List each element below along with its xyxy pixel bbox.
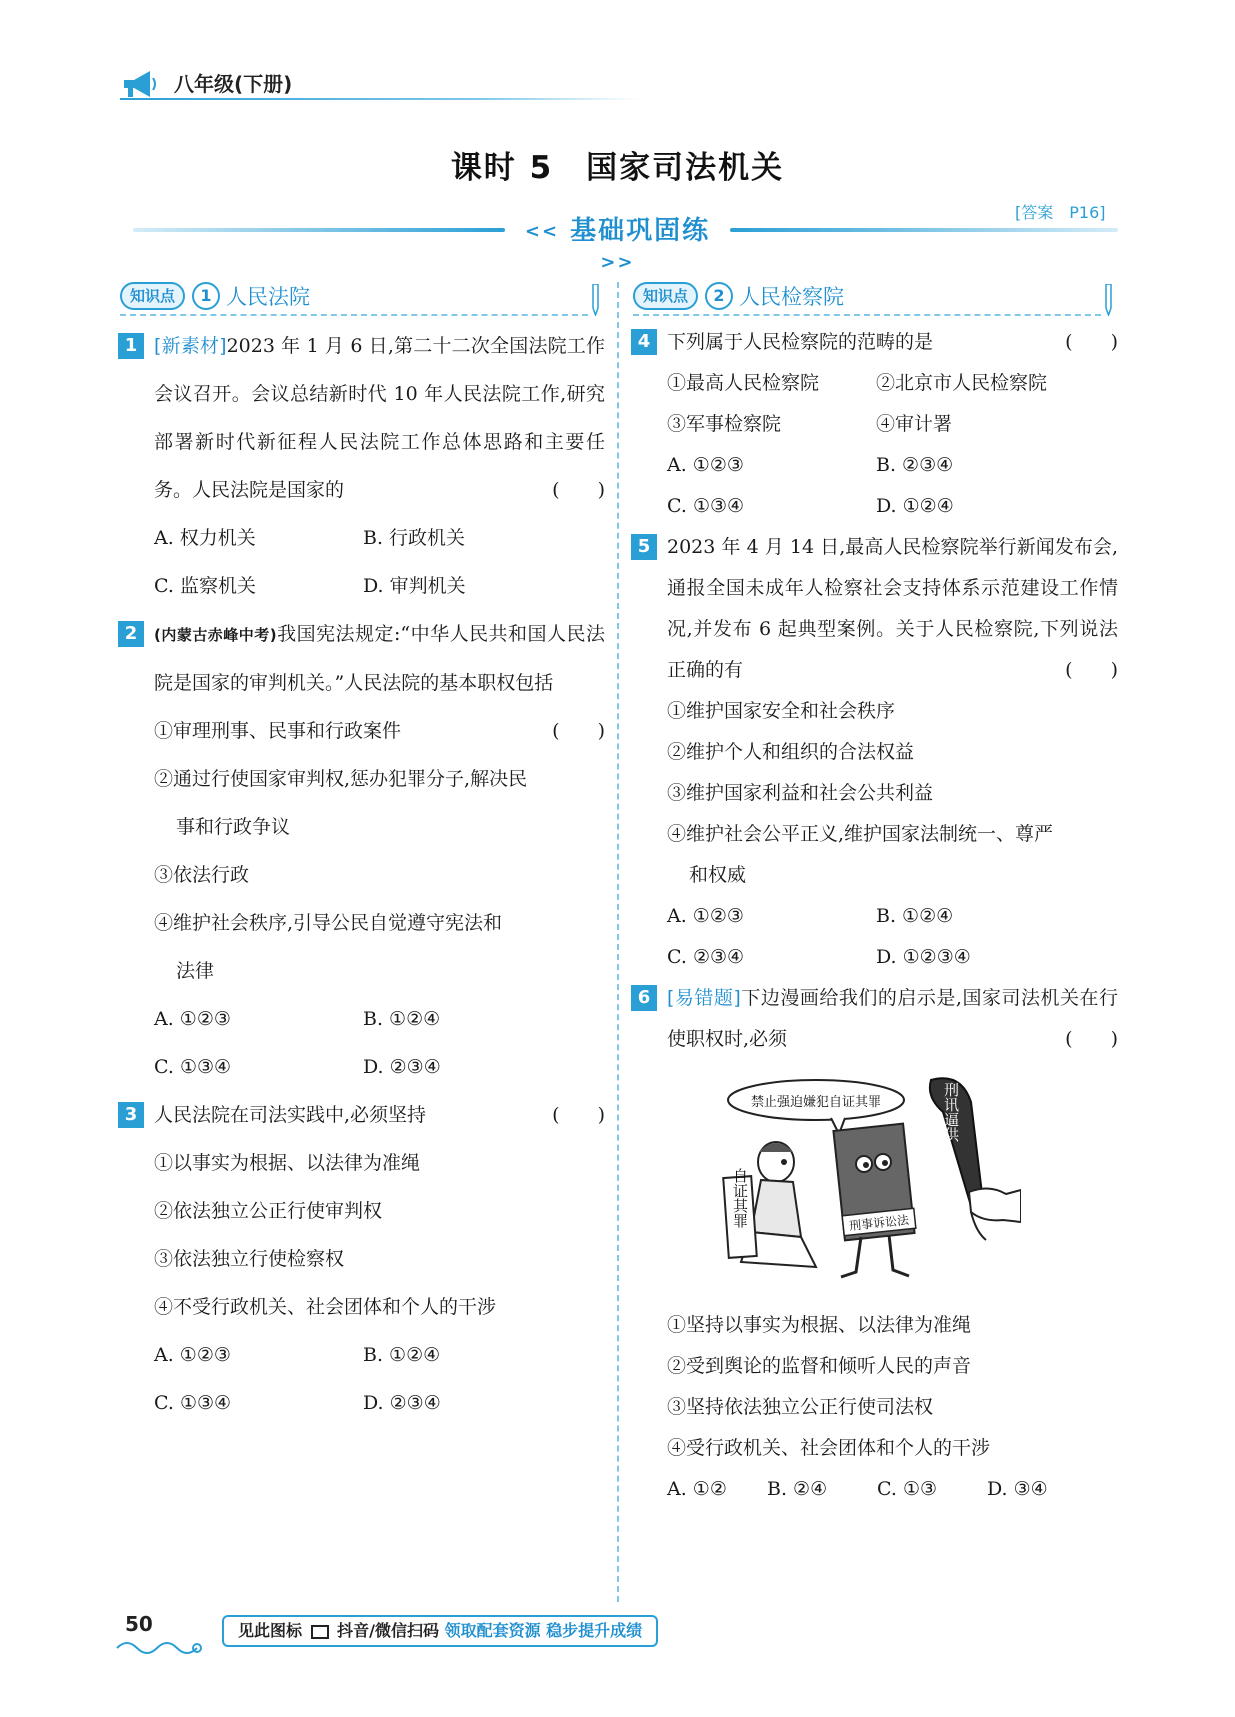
statement-item: ①审理刑事、民事和行政案件 <box>154 720 402 742</box>
page-number: 50 <box>125 1612 153 1636</box>
option-c[interactable]: C. ①③④ <box>154 1392 232 1414</box>
statement-item: ①维护国家安全和社会秩序 <box>667 700 896 722</box>
question-5 <box>633 527 1118 978</box>
statement-list <box>120 707 605 995</box>
wave-ornament-icon <box>115 1638 205 1654</box>
statement-list <box>633 691 1118 896</box>
question-text: 下边漫画给我们的启示是,国家司法机关在行使职权时,必须 <box>667 987 1119 1050</box>
option-a[interactable]: A. ①②③ <box>154 1344 231 1366</box>
option-b[interactable]: B. ①②④ <box>876 905 954 927</box>
bubble-text: 禁止强迫嫌犯自证其罪 <box>750 1095 882 1110</box>
option-d[interactable]: D. ②③④ <box>363 1056 441 1078</box>
footer-promo[interactable] <box>222 1615 658 1647</box>
header-divider <box>120 98 640 100</box>
option-d[interactable]: D. ②③④ <box>363 1392 441 1414</box>
options <box>633 445 1118 527</box>
statement-list <box>633 1305 1118 1469</box>
options <box>120 514 605 610</box>
knowledge-point-number: 1 <box>192 282 220 310</box>
knowledge-point-header <box>633 278 1118 314</box>
option-c[interactable]: C. 监察机关 <box>154 575 256 597</box>
option-a[interactable]: A. ①②③ <box>154 1008 231 1030</box>
statement-item: ①坚持以事实为根据、以法律为准绳 <box>667 1314 972 1336</box>
options <box>120 995 605 1091</box>
question-number: 3 <box>118 1102 144 1128</box>
right-column <box>633 278 1118 1510</box>
option-a[interactable]: A. 权力机关 <box>154 527 256 549</box>
statement-item: ③依法独立行使检察权 <box>154 1248 345 1270</box>
knowledge-point-header <box>120 278 605 314</box>
knowledge-point-underline <box>120 314 588 316</box>
answer-blank[interactable]: ( ) <box>1065 331 1118 353</box>
question-text: 我国宪法规定:“中华人民共和国人民法院是国家的审判机关。”人民法院的基本职权包括 <box>154 623 605 694</box>
question-1 <box>120 322 605 610</box>
question-stem <box>120 1091 605 1139</box>
question-2 <box>120 610 605 1091</box>
club-text: 刑讯逼供 <box>942 1082 960 1142</box>
answer-blank[interactable]: ( ) <box>552 1104 605 1126</box>
question-6 <box>633 978 1118 1510</box>
options <box>633 896 1118 978</box>
answer-blank[interactable]: ( ) <box>1065 659 1118 681</box>
option-c[interactable]: C. ①③④ <box>154 1056 232 1078</box>
question-number: 5 <box>631 534 657 560</box>
statement-item: ④审计署 <box>876 413 953 435</box>
question-text: 2023 年 4 月 14 日,最高人民检察院举行新闻发布会,通报全国未成年人检察社会支持体系示范建设工作情况,并发布 6 起典型案例。关于人民检察院,下列说法正确的有 <box>667 536 1118 681</box>
paper-text: 自证其罪 <box>731 1168 749 1228</box>
option-c[interactable]: C. ①③④ <box>667 495 745 517</box>
grade-label: 八年级(下册) <box>174 72 293 96</box>
cartoon-illustration <box>721 1072 1021 1297</box>
option-b[interactable]: B. ②④ <box>767 1478 828 1500</box>
statement-item: ②维护个人和组织的合法权益 <box>667 741 915 763</box>
question-stem <box>120 322 605 514</box>
knowledge-point-underline <box>633 314 1101 316</box>
option-a[interactable]: A. ①② <box>667 1478 727 1500</box>
statement-item: ④不受行政机关、社会团体和个人的干涉 <box>154 1296 497 1318</box>
statement-item: ②通过行使国家审判权,惩办犯罪分子,解决民 <box>154 768 528 790</box>
statement-item: ①以事实为根据、以法律为准绳 <box>154 1152 421 1174</box>
option-d[interactable]: D. ③④ <box>987 1478 1048 1500</box>
section-banner-title: 基础巩固练 <box>570 216 711 246</box>
options <box>633 1469 1118 1510</box>
question-source: (内蒙古赤峰中考) <box>154 626 277 644</box>
answer-blank[interactable]: ( ) <box>1065 1028 1118 1050</box>
answer-reference: [答案 P16] <box>1015 203 1106 222</box>
footer-highlight: 领取配套资源 稳步提升成绩 <box>444 1621 643 1640</box>
option-a[interactable]: A. ①②③ <box>667 905 744 927</box>
option-d[interactable]: D. 审判机关 <box>363 575 466 597</box>
question-tag: [易错题] <box>667 987 741 1009</box>
knowledge-point-number: 2 <box>705 282 733 310</box>
knowledge-point-title: 人民法院 <box>226 285 310 309</box>
pencil-icon <box>1103 284 1113 316</box>
knowledge-point-tag: 知识点 <box>633 282 698 310</box>
qr-scan-icon <box>311 1625 329 1639</box>
statement-item: ③维护国家利益和社会公共利益 <box>667 782 934 804</box>
statement-list <box>120 1139 605 1331</box>
statement-item-continued: 和权威 <box>689 864 747 886</box>
pencil-icon <box>590 284 600 316</box>
footer-text-2: 抖音/微信扫码 <box>337 1621 440 1640</box>
option-b[interactable]: B. 行政机关 <box>363 527 466 549</box>
question-text: 下列属于人民检察院的范畴的是 <box>667 331 934 353</box>
statement-item: ③坚持依法独立公正行使司法权 <box>667 1396 934 1418</box>
left-column <box>120 278 605 1427</box>
statement-item: ②依法独立公正行使审判权 <box>154 1200 383 1222</box>
cartoon-drawing <box>721 1072 1021 1297</box>
option-d[interactable]: D. ①②③④ <box>876 946 971 968</box>
question-text: 人民法院在司法实践中,必须坚持 <box>154 1104 427 1126</box>
question-text: 2023 年 1 月 6 日,第二十二次全国法院工作会议召开。会议总结新时代 10 年人民法院工作,研究部署新时代新征程人民法院工作总体思路和主要任务。人民法院是国家的 <box>154 335 605 501</box>
question-4 <box>633 322 1118 527</box>
statement-item: ④维护社会公平正义,维护国家法制统一、尊严 <box>667 823 1054 845</box>
option-b[interactable]: B. ①②④ <box>363 1008 441 1030</box>
option-b[interactable]: B. ①②④ <box>363 1344 441 1366</box>
knowledge-point-tag: 知识点 <box>120 282 185 310</box>
statement-grid <box>633 363 1118 445</box>
section-banner <box>505 210 730 277</box>
option-b[interactable]: B. ②③④ <box>876 454 954 476</box>
statement-item: ③军事检察院 <box>667 413 782 435</box>
statement-item: ④维护社会秩序,引导公民自觉遵守宪法和 <box>154 912 503 934</box>
lesson-title: 课时 5 国家司法机关 <box>450 150 785 186</box>
question-stem <box>633 322 1118 363</box>
statement-item: ③依法行政 <box>154 864 250 886</box>
banner-line-right <box>730 228 1118 232</box>
question-number: 6 <box>631 985 657 1011</box>
answer-blank[interactable]: ( ) <box>552 479 605 501</box>
statement-item: ④受行政机关、社会团体和个人的干涉 <box>667 1437 991 1459</box>
statement-item-continued: 事和行政争议 <box>176 816 291 838</box>
statement-item: ②受到舆论的监督和倾听人民的声音 <box>667 1355 972 1377</box>
question-number: 4 <box>631 329 657 355</box>
page-header <box>120 66 640 102</box>
answer-blank[interactable]: ( ) <box>552 720 605 742</box>
question-tag: [新素材] <box>154 335 227 357</box>
banner-arrow-left-icon: << <box>524 221 560 242</box>
options <box>120 1331 605 1427</box>
option-c[interactable]: C. ①③ <box>877 1478 938 1500</box>
question-number: 2 <box>118 621 144 647</box>
megaphone-icon <box>120 68 160 100</box>
question-number: 1 <box>118 333 144 359</box>
column-divider <box>617 282 619 1602</box>
book-label: 刑事诉讼法 <box>848 1212 910 1234</box>
footer-text: 见此图标 <box>238 1621 303 1640</box>
banner-arrow-right-icon: >> <box>600 252 635 273</box>
statement-item: ①最高人民检察院 <box>667 372 820 394</box>
option-d[interactable]: D. ①②④ <box>876 495 954 517</box>
question-3 <box>120 1091 605 1427</box>
option-c[interactable]: C. ②③④ <box>667 946 745 968</box>
question-stem <box>633 978 1118 1060</box>
statement-item-continued: 法律 <box>176 960 215 982</box>
knowledge-point-title: 人民检察院 <box>739 285 844 309</box>
question-stem <box>633 527 1118 691</box>
banner-line-left <box>133 228 505 232</box>
option-a[interactable]: A. ①②③ <box>667 454 744 476</box>
statement-item: ②北京市人民检察院 <box>876 372 1048 394</box>
